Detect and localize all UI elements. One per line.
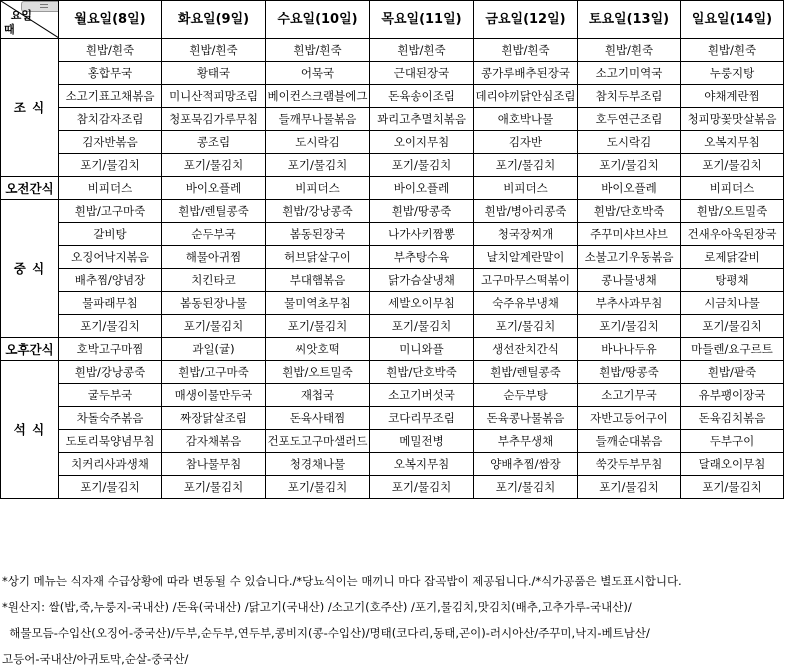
menu-cell: 참치두부조림 <box>578 85 681 108</box>
menu-row <box>1 269 784 292</box>
menu-cell: 건포도고구마샐러드 <box>266 430 370 453</box>
menu-cell: 김자반 <box>474 131 578 154</box>
menu-row <box>1 315 784 338</box>
menu-cell: 돈육송이조림 <box>370 85 474 108</box>
day-header-wed: 수요일(10일) <box>266 1 370 39</box>
menu-cell: 코다리무조림 <box>370 407 474 430</box>
menu-cell: 치킨타코 <box>162 269 266 292</box>
menu-row <box>1 200 784 223</box>
corner-time-label: 때 <box>4 23 15 36</box>
menu-row <box>1 131 784 154</box>
menu-cell: 흰밥/땅콩죽 <box>578 361 681 384</box>
menu-cell: 데리야끼닭안심조림 <box>474 85 578 108</box>
menu-cell: 로제닭갈비 <box>681 246 784 269</box>
menu-cell: 흰밥/단호박죽 <box>578 200 681 223</box>
menu-cell: 허브닭살구이 <box>266 246 370 269</box>
menu-cell: 바이오플레 <box>370 177 474 200</box>
menu-cell: 포기/물김치 <box>370 315 474 338</box>
day-header-thu: 목요일(11일) <box>370 1 474 39</box>
menu-cell: 생선잔치간식 <box>474 338 578 361</box>
menu-cell: 도토리묵양념무침 <box>59 430 162 453</box>
menu-row <box>1 39 784 62</box>
menu-cell: 포기/물김치 <box>578 476 681 499</box>
menu-cell: 비피더스 <box>474 177 578 200</box>
menu-cell: 포기/물김치 <box>578 154 681 177</box>
menu-cell: 흰밥/렌틸콩죽 <box>162 200 266 223</box>
menu-cell: 흰밥/땅콩죽 <box>370 200 474 223</box>
menu-cell: 참치감자조림 <box>59 108 162 131</box>
note-line: 고등어-국내산/아귀토막,순살-중국산/ <box>2 652 189 666</box>
menu-cell: 흰밥/흰죽 <box>578 39 681 62</box>
menu-cell: 날치알계란말이 <box>474 246 578 269</box>
menu-cell: 흰밥/흰죽 <box>474 39 578 62</box>
day-header-sun: 일요일(14일) <box>681 1 784 39</box>
menu-cell: 닭가슴살냉채 <box>370 269 474 292</box>
menu-cell: 청피망꽃맛살볶음 <box>681 108 784 131</box>
menu-cell: 포기/물김치 <box>681 154 784 177</box>
menu-cell: 양배추찜/쌈장 <box>474 453 578 476</box>
menu-cell: 고구마무스떡볶이 <box>474 269 578 292</box>
menu-cell: 순두부탕 <box>474 384 578 407</box>
menu-cell: 주꾸미샤브샤브 <box>578 223 681 246</box>
menu-cell: 소고기버섯국 <box>370 384 474 407</box>
menu-cell: 감자채볶음 <box>162 430 266 453</box>
menu-cell: 흰밥/고구마죽 <box>162 361 266 384</box>
menu-cell: 오복지무침 <box>681 131 784 154</box>
menu-cell: 포기/물김치 <box>578 315 681 338</box>
menu-cell: 쑥갓두부무침 <box>578 453 681 476</box>
menu-row <box>1 384 784 407</box>
menu-cell: 포기/물김치 <box>59 476 162 499</box>
menu-row <box>1 361 784 384</box>
menu-cell: 시금치나물 <box>681 292 784 315</box>
menu-cell: 포기/물김치 <box>370 154 474 177</box>
menu-cell: 포기/물김치 <box>681 315 784 338</box>
menu-row <box>1 223 784 246</box>
menu-cell: 돈육사태찜 <box>266 407 370 430</box>
menu-cell: 포기/물김치 <box>59 154 162 177</box>
menu-cell: 흰밥/오트밀죽 <box>681 200 784 223</box>
menu-cell: 바나나두유 <box>578 338 681 361</box>
menu-cell: 콩가루배추된장국 <box>474 62 578 85</box>
menu-cell: 포기/물김치 <box>474 476 578 499</box>
menu-cell: 소고기표고채볶음 <box>59 85 162 108</box>
menu-cell: 포기/물김치 <box>681 476 784 499</box>
menu-cell: 비피더스 <box>59 177 162 200</box>
menu-cell: 호두연근조림 <box>578 108 681 131</box>
menu-cell: 포기/물김치 <box>162 476 266 499</box>
menu-cell: 건새우아욱된장국 <box>681 223 784 246</box>
menu-cell: 흰밥/단호박죽 <box>370 361 474 384</box>
menu-cell: 포기/물김치 <box>266 476 370 499</box>
menu-cell: 포기/물김치 <box>474 315 578 338</box>
menu-cell: 배추찜/양념장 <box>59 269 162 292</box>
menu-cell: 어묵국 <box>266 62 370 85</box>
menu-cell: 씨앗호떡 <box>266 338 370 361</box>
menu-cell: 포기/물김치 <box>266 315 370 338</box>
menu-cell: 세발오이무침 <box>370 292 474 315</box>
menu-cell: 청국장찌개 <box>474 223 578 246</box>
menu-cell: 굴두부국 <box>59 384 162 407</box>
menu-cell: 흰밥/강낭콩죽 <box>266 200 370 223</box>
meal-label-morning-snack: 오전간식 <box>1 177 59 200</box>
day-header-sat: 토요일(13일) <box>578 1 681 39</box>
menu-row <box>1 338 784 361</box>
menu-row <box>1 292 784 315</box>
menu-cell: 소고기미역국 <box>578 62 681 85</box>
menu-cell: 차돌숙주볶음 <box>59 407 162 430</box>
menu-cell: 봄동된장국 <box>266 223 370 246</box>
menu-cell: 도시락김 <box>266 131 370 154</box>
menu-cell: 오징어낙지볶음 <box>59 246 162 269</box>
menu-cell: 재첩국 <box>266 384 370 407</box>
menu-cell: 부대햄볶음 <box>266 269 370 292</box>
menu-cell: 달래오이무침 <box>681 453 784 476</box>
menu-cell: 포기/물김치 <box>370 476 474 499</box>
menu-cell: 흰밥/흰죽 <box>59 39 162 62</box>
menu-cell: 꽈리고추멸치볶음 <box>370 108 474 131</box>
menu-cell: 청경채나물 <box>266 453 370 476</box>
menu-cell: 순두부국 <box>162 223 266 246</box>
menu-cell: 치커리사과생채 <box>59 453 162 476</box>
menu-cell: 들깨순대볶음 <box>578 430 681 453</box>
meal-label-breakfast: 조 식 <box>1 39 59 177</box>
menu-cell: 비피더스 <box>266 177 370 200</box>
menu-row <box>1 85 784 108</box>
day-header-tue: 화요일(9일) <box>162 1 266 39</box>
menu-cell: 애호박나물 <box>474 108 578 131</box>
menu-row <box>1 246 784 269</box>
menu-cell: 호박고구마찜 <box>59 338 162 361</box>
menu-row <box>1 430 784 453</box>
menu-row <box>1 154 784 177</box>
menu-cell: 황태국 <box>162 62 266 85</box>
menu-cell: 들깨무나물볶음 <box>266 108 370 131</box>
menu-cell: 오이지무침 <box>370 131 474 154</box>
menu-cell: 흰밥/병아리콩죽 <box>474 200 578 223</box>
menu-row <box>1 476 784 499</box>
day-header-mon: 월요일(8일) <box>59 1 162 39</box>
menu-cell: 숙주유부냉채 <box>474 292 578 315</box>
menu-cell: 탕평채 <box>681 269 784 292</box>
header-row <box>1 1 784 39</box>
meal-label-afternoon-snack: 오후간식 <box>1 338 59 361</box>
menu-cell: 해물아귀찜 <box>162 246 266 269</box>
menu-cell: 콩나물냉채 <box>578 269 681 292</box>
day-header-fri: 금요일(12일) <box>474 1 578 39</box>
menu-cell: 매생이물만두국 <box>162 384 266 407</box>
menu-cell: 소고기무국 <box>578 384 681 407</box>
menu-cell: 흰밥/흰죽 <box>681 39 784 62</box>
corner-day-label: 요일 <box>10 9 32 22</box>
menu-cell: 베이컨스크램블에그 <box>266 85 370 108</box>
menu-cell: 포기/물김치 <box>162 315 266 338</box>
menu-cell: 마들렌/요구르트 <box>681 338 784 361</box>
meal-label-dinner: 석 식 <box>1 361 59 499</box>
menu-cell: 부추무생채 <box>474 430 578 453</box>
menu-cell: 도시락김 <box>578 131 681 154</box>
menu-cell: 흰밥/흰죽 <box>266 39 370 62</box>
menu-cell: 갈비탕 <box>59 223 162 246</box>
menu-row <box>1 407 784 430</box>
menu-cell: 나가사키짬뽕 <box>370 223 474 246</box>
menu-cell: 메밀전병 <box>370 430 474 453</box>
menu-cell: 흰밥/오트밀죽 <box>266 361 370 384</box>
menu-cell: 부추탕수육 <box>370 246 474 269</box>
menu-cell: 김자반볶음 <box>59 131 162 154</box>
menu-cell: 야채계란찜 <box>681 85 784 108</box>
menu-cell: 흰밥/흰죽 <box>162 39 266 62</box>
menu-cell: 부추사과무침 <box>578 292 681 315</box>
menu-cell: 흰밥/흰죽 <box>370 39 474 62</box>
menu-cell: 홍합무국 <box>59 62 162 85</box>
menu-cell: 바이오플레 <box>162 177 266 200</box>
menu-cell: 흰밥/렌틸콩죽 <box>474 361 578 384</box>
menu-cell: 바이오플레 <box>578 177 681 200</box>
menu-cell: 봄동된장나물 <box>162 292 266 315</box>
menu-cell: 흰밥/고구마죽 <box>59 200 162 223</box>
menu-row <box>1 453 784 476</box>
menu-body <box>1 39 784 499</box>
menu-cell: 오복지무침 <box>370 453 474 476</box>
menu-row <box>1 177 784 200</box>
menu-cell: 청포묵김가루무침 <box>162 108 266 131</box>
note-line: *원산지: 쌀(밥,죽,누룽지-국내산) /돈육(국내산) /닭고기(국내산) /소고기(호주산) /포기,물김치,맛김치(배추,고추가루-국내산)/ <box>2 600 632 614</box>
menu-cell: 비피더스 <box>681 177 784 200</box>
note-line: *상기 메뉴는 식자재 수급상황에 따라 변동될 수 있습니다./*당뇨식이는 매끼니 마다 잡곡밥이 제공됩니다./*식가공품은 별도표시합니다. <box>2 574 682 588</box>
menu-cell: 참나물무침 <box>162 453 266 476</box>
menu-cell: 물파래무침 <box>59 292 162 315</box>
menu-cell: 콩조림 <box>162 131 266 154</box>
menu-cell: 돈육콩나물볶음 <box>474 407 578 430</box>
menu-cell: 미니산적피망조림 <box>162 85 266 108</box>
menu-cell: 미니와플 <box>370 338 474 361</box>
menu-cell: 포기/물김치 <box>474 154 578 177</box>
menu-row <box>1 108 784 131</box>
menu-cell: 흰밥/팥죽 <box>681 361 784 384</box>
menu-cell: 포기/물김치 <box>266 154 370 177</box>
menu-cell: 흰밥/강낭콩죽 <box>59 361 162 384</box>
menu-cell: 유부팽이장국 <box>681 384 784 407</box>
corner-cell <box>1 1 59 39</box>
menu-cell: 물미역초무침 <box>266 292 370 315</box>
menu-cell: 누룽지탕 <box>681 62 784 85</box>
menu-row <box>1 62 784 85</box>
menu-cell: 짜장닭살조림 <box>162 407 266 430</box>
meal-label-lunch: 중 식 <box>1 200 59 338</box>
menu-cell: 포기/물김치 <box>59 315 162 338</box>
menu-cell: 근대된장국 <box>370 62 474 85</box>
menu-cell: 과일(귤) <box>162 338 266 361</box>
menu-cell: 자반고등어구이 <box>578 407 681 430</box>
note-line: 해물모듬-수입산(오징어-중국산)/두부,순두부,연두부,콩비지(콩-수입산)/명태(코다리,동태,곤이)-러시아산/주꾸미,낙지-베트남산/ <box>2 626 650 640</box>
menu-cell: 소불고기우동볶음 <box>578 246 681 269</box>
menu-cell: 두부구이 <box>681 430 784 453</box>
menu-cell: 돈육김치볶음 <box>681 407 784 430</box>
menu-cell: 포기/물김치 <box>162 154 266 177</box>
